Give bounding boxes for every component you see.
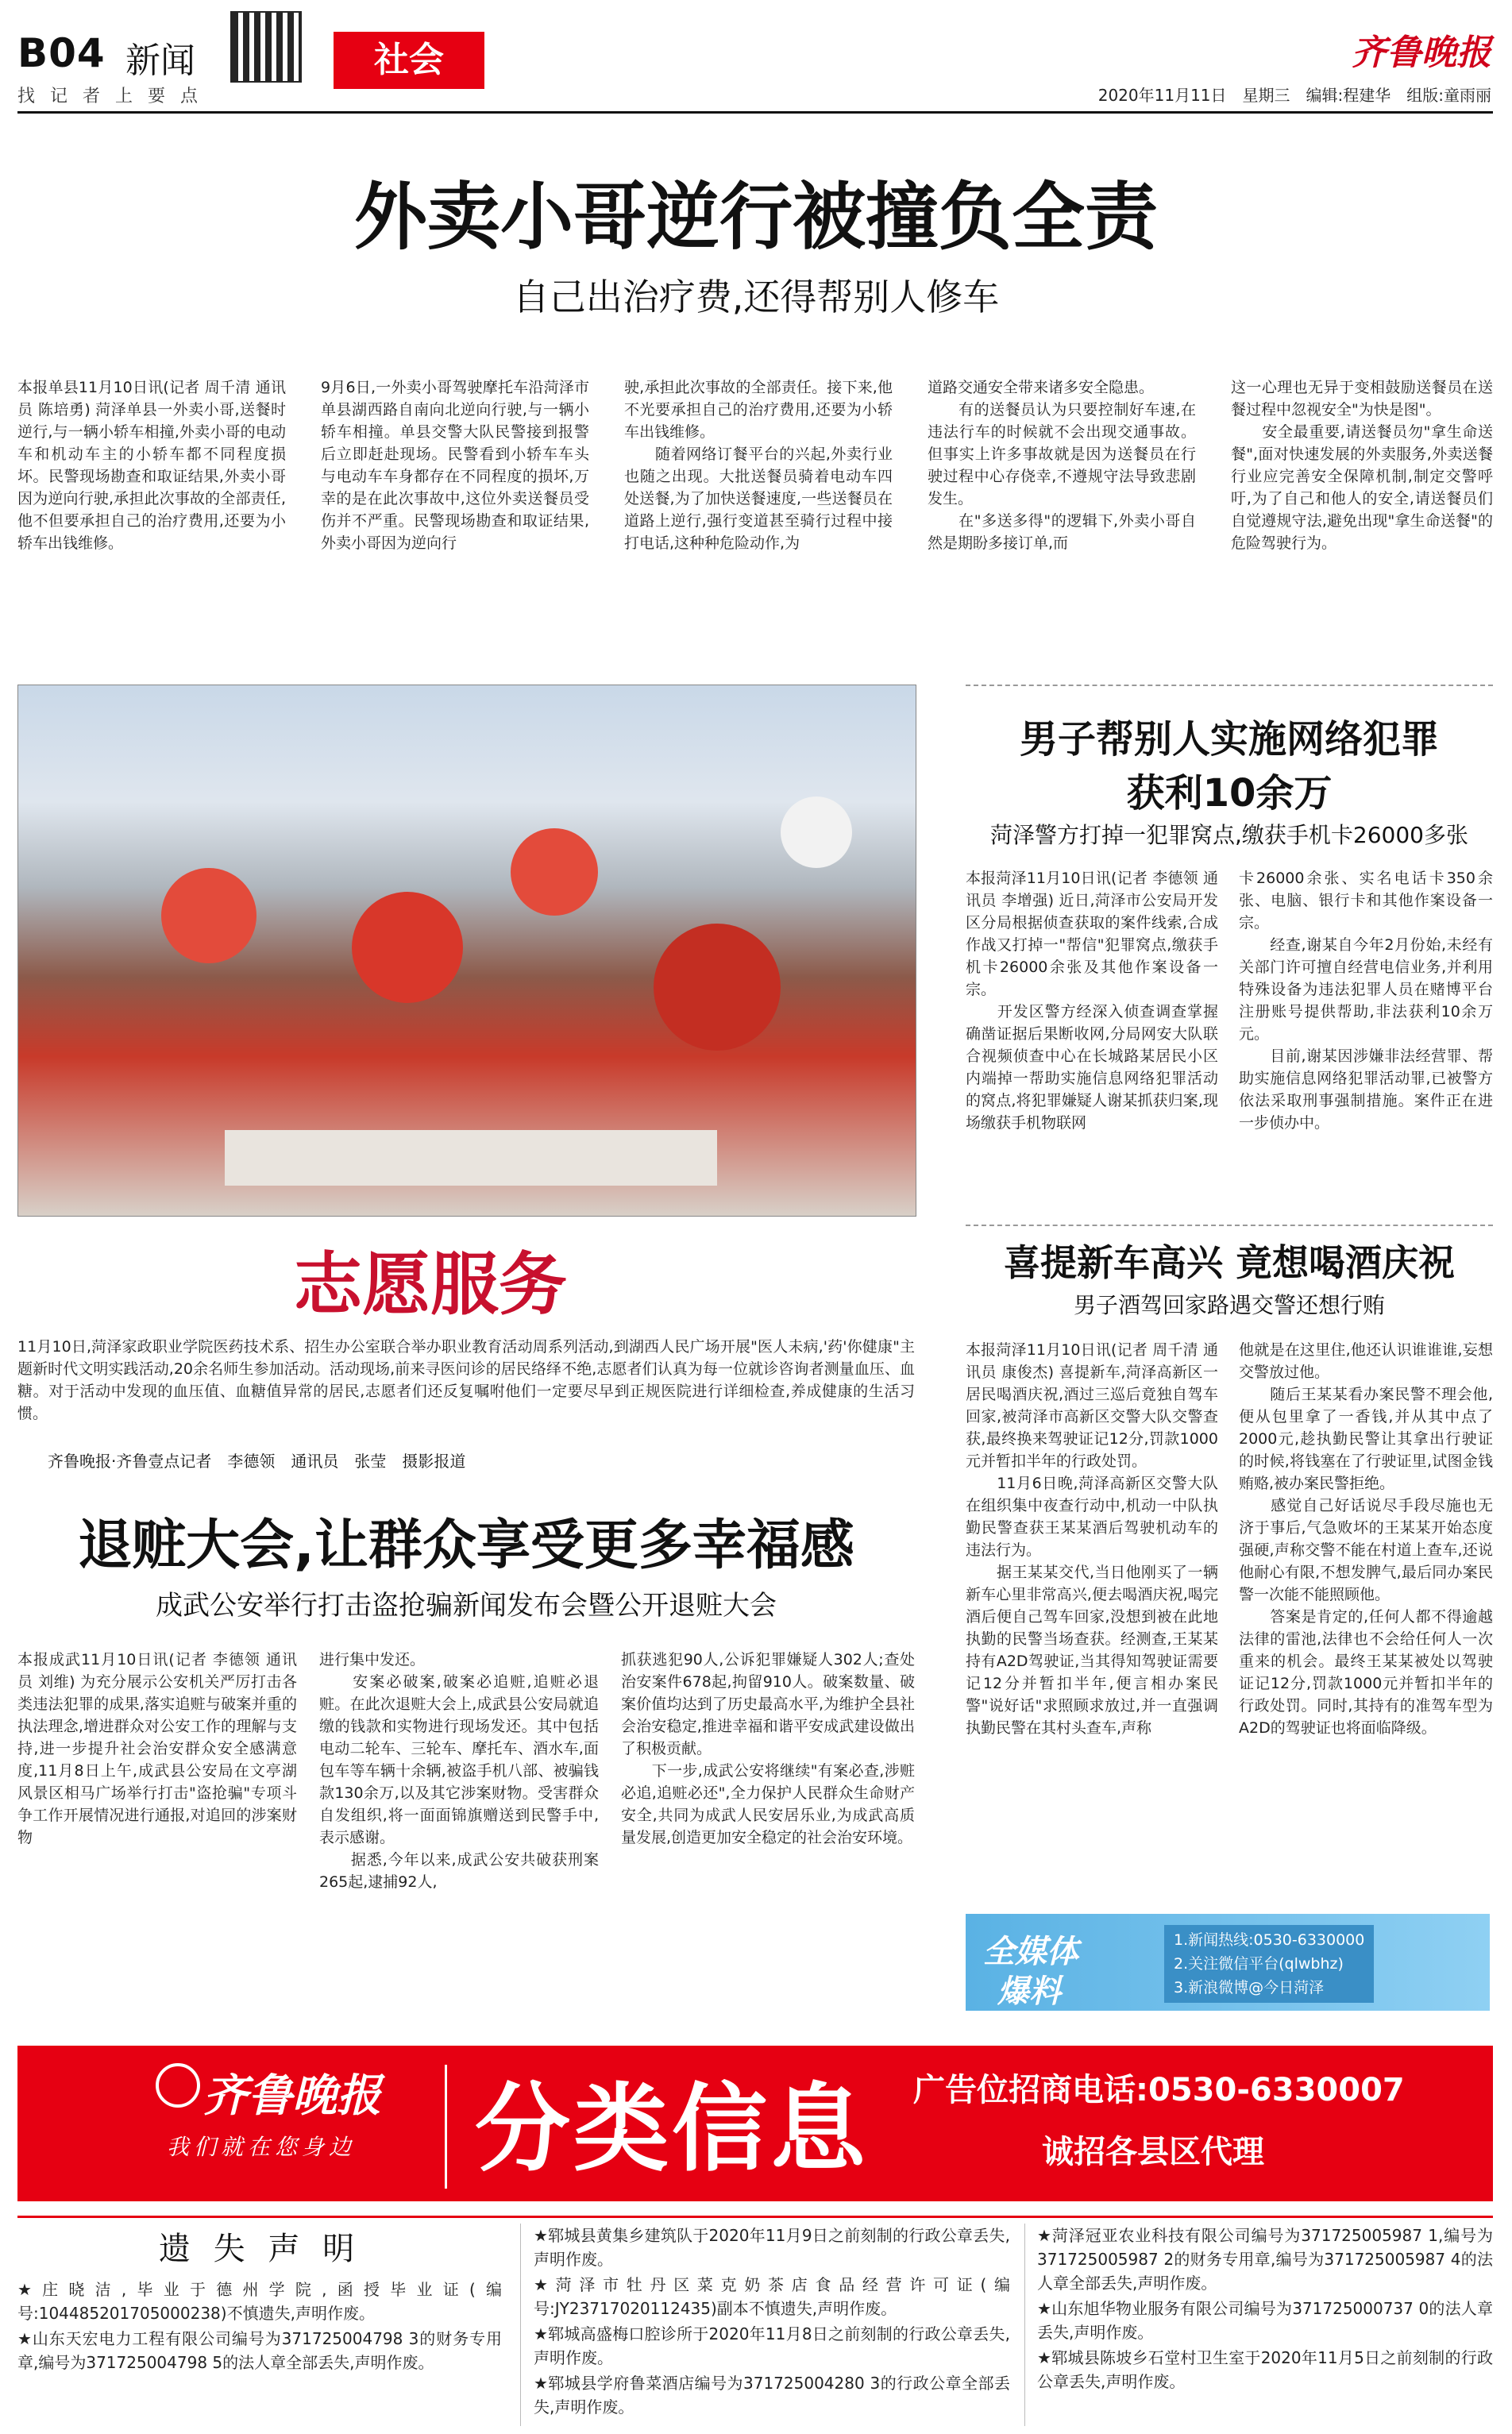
notice-col2: [534, 2224, 1010, 2430]
header-slogan: 找 记 者 上 要 点: [17, 87, 202, 106]
story5-title: 退赃大会,让群众享受更多幸福感: [78, 1514, 854, 1577]
classified-agent: 诚招各县区代理: [1042, 2134, 1264, 2170]
story5-col2: 进行集中发还。 安案必破案,破案必追赃,追赃必退赃。在此次退赃大会上,成武县公安局就追缴的钱款和实物进行现场发还。其中包括电动二轮车、三轮车、摩托车、酒水车,面包车等车辆十余辆,被盗手机八部、被骗钱款130余万,以及其它涉案财物。受害群众自发组织,将一面面锦旗赠送到民警手中,表示感谢。 据悉,今年以来,成武公安共破获刑案265起,逮捕92人,: [319, 1651, 599, 1891]
story1-col2: 9月6日,一外卖小哥驾驶摩托车沿菏泽市单县湖西路自南向北逆向行驶,与一辆小轿车相撞。单县交警大队民警接到报警后立即赶赴现场。民警看到小轿车车头与电动车车身都存在不同程度的损坏,万幸的是在此次事故中,这位外卖送餐员受伤并不严重。民警现场勘查和取证结果,外卖小哥因为逆向行: [321, 379, 589, 552]
story3-title: 志愿服务: [294, 1245, 567, 1325]
story1-col1: 本报单县11月10日讯(记者 周千清 通讯员 陈培勇) 菏泽单县一外卖小哥,送餐时逆行,与一辆小轿车相撞,外卖小哥的电动车和机动车主的小轿车都不同程度损坏。民警现场勘查和取证结果,外卖小哥因为逆向行驶,承担此次事故的全部责任,他不但要承担自己的治疗费用,还要为小轿车出钱维修。: [17, 379, 286, 552]
notice-item: ★山东天宏电力工程有限公司编号为371725004798 3的财务专用章,编号为371725004798 5的法人章全部丢失,声明作废。: [17, 2329, 502, 2372]
classified-brand: 齐鲁晚报: [203, 2069, 381, 2122]
story4-divider: [966, 1225, 1493, 1226]
classified-divider: [445, 2065, 447, 2189]
story4-col-left: 本报菏泽11月10日讯(记者 周千清 通讯员 康俊杰) 喜提新车,菏泽高新区一居民喝酒庆祝,酒过三巡后竟独自驾车回家,被菏泽市高新区交警大队交警查获,最终换来驾驶证记12分,罚款1000元并暂扣半年的行政处罚。 11月6日晚,菏泽高新区交警大队在组织集中夜查行动中,机动一中队执勤民警查获王某某酒后驾驶机动车的违法行为。 据王某某交代,当日他刚买了一辆新车心里非常高兴,便去喝酒庆祝,喝完酒后便自己驾车回家,没想到被在此地执勤的民警当场查获。经测查,王某某持有A2D驾驶证,当其得知驾驶证需要记12分并暂扣半年,便言相办案民警"说好话"求照顾求放过,并一直强调执勤民警在其村头查车,声称: [966, 1341, 1218, 1737]
notice-col3: [1037, 2224, 1493, 2430]
ad-label-top: 全媒体: [983, 1934, 1078, 1970]
ad-lines: [1164, 1925, 1374, 2003]
notice-item: ★庄晓洁,毕业于德州学院,函授毕业证(编号:104485201705000238)不慎遗失,声明作废。: [17, 2280, 502, 2323]
story1-title: 外卖小哥逆行被撞负全责: [353, 175, 1158, 260]
story2-col-right: 卡26000余张、实名电话卡350余张、电脑、银行卡和其他作案设备一宗。 经查,谢某自今年2月份始,未经有关部门许可擅自经营电信业务,并利用特殊设备为违法犯罪人员在赌博平台注册账号提供帮助,非法获利10余万元。 目前,谢某因涉嫌非法经营罪、帮助实施信息网络犯罪活动罪,已被警方依法采取刑事强制措施。案件正在进一步侦办中。: [1239, 870, 1493, 1132]
story2-title-line2: 获利10余万: [1126, 771, 1333, 816]
ad-label-bottom: 爆料: [997, 1973, 1061, 2010]
story1-col4: 道路交通安全带来诸多安全隐患。 有的送餐员认为只要控制好车速,在违法行车的时候就不会出现交通事故。但事实上许多事故就是因为送餐员在行驶过程中心存侥幸,不遵规守法导致悲剧发生。 在"多送多得"的逻辑下,外卖小哥自然是期盼多接订单,而: [928, 379, 1196, 552]
brand-logo: 齐鲁晚报: [1352, 33, 1491, 73]
story1-col5: 这一心理也无异于变相鼓励送餐员在送餐过程中忽视安全"为快是图"。 安全最重要,请送餐员勿"拿生命送餐",面对快速发展的外卖服务,外卖送餐行业应完善安全保障机制,制定交警呼吁,为了自己和他人的安全,请送餐员们自觉遵规守法,避免出现"拿生命送餐"的危险驾驶行为。: [1231, 379, 1493, 552]
header-rule: [17, 111, 1493, 114]
story3-body: 11月10日,菏泽家政职业学院医药技术系、招生办公室联合举办职业教育活动周系列活动,到湖西人民广场开展"医人未病,'药'你健康"主题新时代文明实践活动,20余名师生参加活动。活动现场,前来寻医问诊的居民络绎不绝,志愿者们认真为每一位就诊咨询者测量血压、血糖。对于活动中发现的血压值、血糖值异常的居民,志愿者们还反复嘱咐他们一定要尽早到正规医院进行详细检查,养成健康的生活习惯。: [17, 1338, 915, 1422]
lost-notice-title: 遗 失 声 明: [158, 2231, 361, 2267]
ad-line-weibo: 3.新浪微博@今日菏泽: [1174, 1979, 1325, 1996]
classified-phone: 广告位招商电话:0530-6330007: [913, 2072, 1405, 2108]
story2-divider: [966, 685, 1493, 686]
story1-subtitle: 自己出治疗费,还得帮别人修车: [512, 276, 1000, 318]
notice-col1: [17, 2278, 502, 2428]
story5-subtitle: 成武公安举行打击盗抢骗新闻发布会暨公开退赃大会: [156, 1590, 777, 1622]
date-line: 2020年11月11日 星期三 编辑:程建华 组版:童雨丽: [1097, 86, 1491, 105]
classified-title: 分类信息: [475, 2074, 869, 2185]
notice-separator: [520, 2224, 521, 2426]
classified-slogan: 我们就在您身边: [167, 2134, 357, 2160]
story1-col3: 驶,承担此次事故的全部责任。接下来,他不光要承担自己的治疗费用,还要为小轿车出钱维修。 随着网络订餐平台的兴起,外卖行业也随之出现。大批送餐员骑着电动车四处送餐,为了加快送餐速度,一些送餐员在道路上逆行,强行变道甚至骑行过程中接打电话,这种种危险动作,为: [624, 379, 893, 552]
tipoff-ad: [966, 1914, 1490, 2011]
notice-top-rule: [17, 2216, 1493, 2218]
story5-col1: 本报成武11月10日讯(记者 李德领 通讯员 刘维) 为充分展示公安机关严厉打击各类违法犯罪的成果,落实追赃与破案并重的执法理念,增进群众对公安工作的理解与支持,进一步提升社会治安群众安全感满意度,11月8日上午,成武县公安局在文亭湖风景区相马广场举行打击"盗抢骗"专项斗争工作开展情况进行通报,对追回的涉案财物: [17, 1651, 297, 1846]
notice-item: ★郓城县黄集乡建筑队于2020年11月9日之前刻制的行政公章丢失,声明作废。: [534, 2226, 1010, 2269]
ad-line-wechat: 2.关注微信平台(qlwbhz): [1174, 1955, 1344, 1973]
notice-item: ★菏泽冠亚农业科技有限公司编号为371725005987 1,编号为371725005987 2的财务专用章,编号为371725005987 4的法人章全部丢失,声明作废。: [1037, 2226, 1493, 2293]
volunteer-photo: [17, 685, 916, 1217]
story5-col3: 抓获逃犯90人,公诉犯罪嫌疑人302人;查处治安案件678起,拘留910人。破案数量、破案价值均达到了历史最高水平,为维护全县社会治安稳定,推进幸福和谐平安成武建设做出了积极贡献。 下一步,成武公安将继续"有案必查,涉赃必追,追赃必还",全力保护人民群众生命财产安全,共同为成武人民安居乐业,为成武高质量发展,创造更加安全稳定的社会治安环境。: [621, 1651, 915, 1846]
notice-separator: [1024, 2224, 1025, 2426]
page-number: B04: [17, 30, 106, 76]
section-tag: 社会: [334, 32, 484, 89]
story4-col-right: 他就是在这里住,他还认识谁谁谁,妄想交警放过他。 随后王某某看办案民警不理会他,便从包里拿了一香钱,并从其中点了2000元,趁执勤民警让其拿出行驶证的时候,将钱塞在了行驶证里,试图金钱贿赂,被办案民警拒绝。 感觉自己好话说尽手段尽施也无济于事后,气急败坏的王某某开始态度强硬,声称交警不能在村道上查车,还说他耐心有限,不想发脾气,最后同办案民警一次能不能照顾他。 答案是肯定的,任何人都不得逾越法律的雷池,法律也不会给任何人一次重来的机会。最终王某某被处以驾驶证记12分,罚款1000元并暂扣半年的行政处罚。同时,其持有的准驾车型为A2D的驾驶证也将面临降级。: [1239, 1341, 1493, 1737]
notice-item: ★菏泽市牡丹区菜克奶茶店食品经营许可证(编号:JY23717020112435)副本不慎遗失,声明作废。: [534, 2275, 1010, 2318]
brand-circle-icon: [156, 2063, 200, 2108]
notice-item: ★郓城高盛梅口腔诊所于2020年11月8日之前刻制的行政公章丢失,声明作废。: [534, 2324, 1010, 2367]
notice-item: ★郓城县学府鲁菜酒店编号为371725004280 3的行政公章全部丢失,声明作废。: [534, 2374, 1010, 2417]
story4-title: 喜提新车高兴 竟想喝酒庆祝: [1003, 1241, 1455, 1284]
notice-item: ★山东旭华物业服务有限公司编号为371725000737 0的法人章丢失,声明作废。: [1037, 2299, 1493, 2342]
ad-line-hotline: 1.新闻热线:0530-6330000: [1174, 1931, 1365, 1949]
qr-code-icon: [230, 11, 302, 83]
story3-credit: 齐鲁晚报·齐鲁壹点记者 李德领 通讯员 张莹 摄影报道: [48, 1452, 466, 1471]
section-name: 新闻: [125, 41, 195, 81]
story4-subtitle: 男子酒驾回家路遇交警还想行贿: [1073, 1292, 1385, 1318]
story2-col-left: 本报菏泽11月10日讯(记者 李德领 通讯员 李增强) 近日,菏泽市公安局开发区分局根据侦查获取的案件线索,合成作战又打掉一"帮信"犯罪窝点,缴获手机卡26000余张及其他作案设备一宗。 开发区警方经深入侦查调查掌握确凿证据后果断收网,分局网安大队联合视频侦查中心在长城路某居民小区内端掉一帮助实施信息网络犯罪活动的窝点,将犯罪嫌疑人谢某抓获归案,现场缴获手机物联网: [966, 870, 1218, 1132]
notice-item: ★郓城县陈坡乡石堂村卫生室于2020年11月5日之前刻制的行政公章丢失,声明作废。: [1037, 2348, 1493, 2391]
story2-title-line1: 男子帮别人实施网络犯罪: [1019, 717, 1439, 762]
story2-subtitle: 菏泽警方打掉一犯罪窝点,缴获手机卡26000多张: [990, 822, 1468, 848]
